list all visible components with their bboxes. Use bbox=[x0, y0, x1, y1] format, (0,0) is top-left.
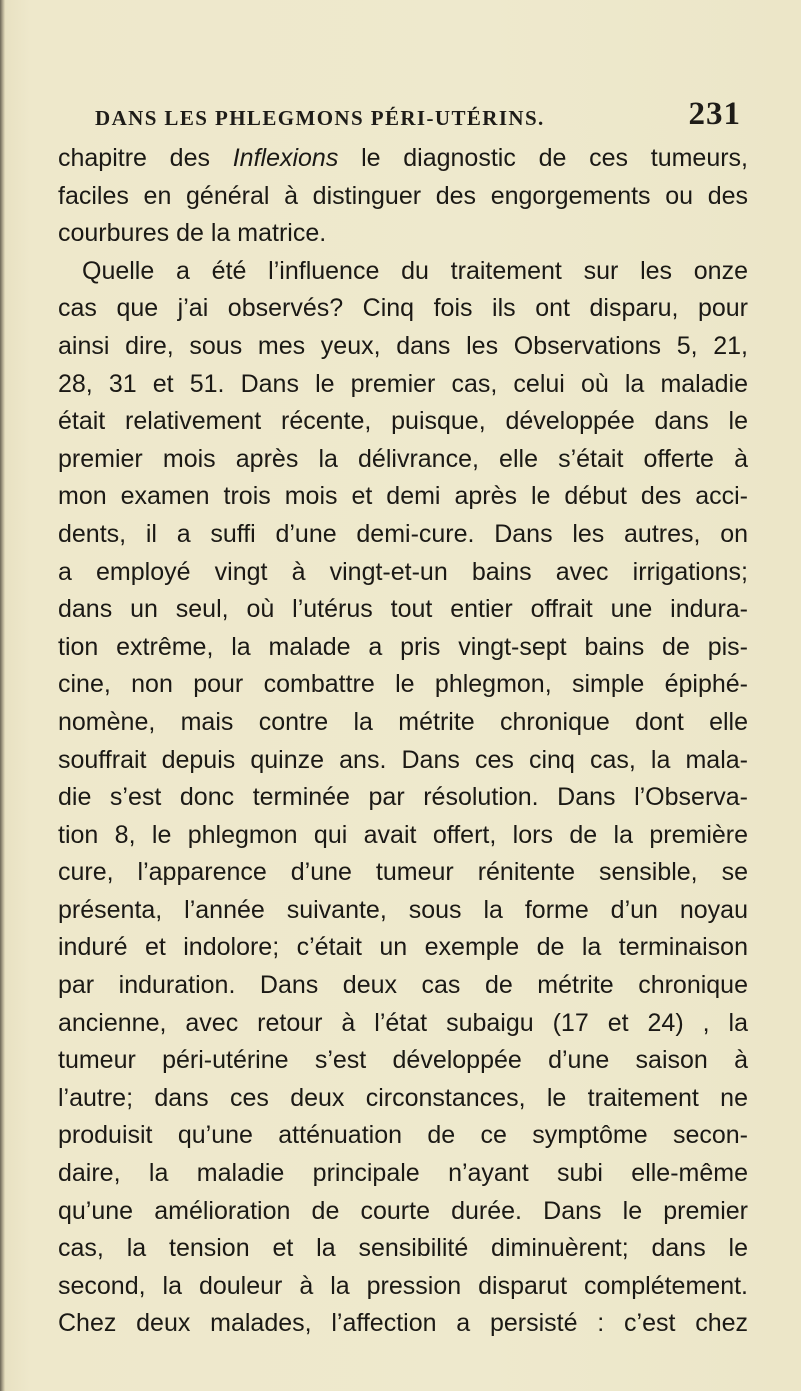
running-header bbox=[95, 96, 741, 146]
text-line: Chez deux malades, l’affection a persisté : c’est chez bbox=[58, 1309, 748, 1338]
running-title: DANS LES PHLEGMONS PÉRI-UTÉRINS. bbox=[95, 106, 545, 130]
text-fragment: le diagnostic de ces tumeurs, bbox=[338, 144, 748, 172]
text-line: dans un seul, où l’utérus tout entier offrait une indura- bbox=[58, 595, 748, 624]
text-line: qu’une amélioration de courte durée. Dans le premier bbox=[58, 1196, 748, 1225]
text-line: était relativement récente, puisque, développée dans le bbox=[58, 407, 748, 436]
text-line: nomène, mais contre la métrite chronique dont elle bbox=[58, 707, 748, 736]
text-line: faciles en général à distinguer des engorgements ou des bbox=[58, 181, 748, 210]
text-line: tion extrême, la malade a pris vingt-sept bains de pis- bbox=[58, 632, 748, 661]
text-line: courbures de la matrice. bbox=[58, 219, 327, 248]
text-line: cure, l’apparence d’une tumeur rénitente sensible, se bbox=[58, 858, 748, 887]
text-line: mon examen trois mois et demi après le début des acci- bbox=[58, 482, 748, 511]
binding-edge bbox=[0, 0, 5, 1391]
page-number: 231 bbox=[688, 96, 741, 132]
text-line: ancienne, avec retour à l’état subaigu (17 et 24) , la bbox=[58, 1008, 748, 1037]
text-line: présenta, l’année suivante, sous la forme d’un noyau bbox=[58, 895, 748, 924]
text-line bbox=[58, 140, 748, 178]
text-line: cas que j’ai observés? Cinq fois ils ont disparu, pour bbox=[58, 294, 748, 323]
text-line: cine, non pour combattre le phlegmon, simple épiphé- bbox=[58, 670, 748, 699]
text-line: premier mois après la délivrance, elle s’était offerte à bbox=[58, 444, 748, 473]
italic-reference: Inflexions bbox=[232, 144, 339, 172]
text-line: tumeur péri-utérine s’est développée d’une saison à bbox=[58, 1046, 748, 1075]
text-line: souffrait depuis quinze ans. Dans ces cinq cas, la mala- bbox=[58, 745, 748, 774]
text-line: tion 8, le phlegmon qui avait offert, lors de la première bbox=[58, 820, 748, 849]
text-line: Quelle a été l’influence du traitement sur les onze bbox=[82, 256, 748, 285]
text-line: die s’est donc terminée par résolution. Dans l’Observa- bbox=[58, 783, 748, 812]
text-line: dents, il a suffi d’une demi-cure. Dans les autres, on bbox=[58, 519, 748, 548]
text-line: second, la douleur à la pression disparut complétement. bbox=[58, 1271, 748, 1300]
text-line: a employé vingt à vingt-et-un bains avec irrigations; bbox=[58, 557, 748, 586]
text-fragment: chapitre des bbox=[58, 144, 233, 172]
text-line: produisit qu’une atténuation de ce symptôme secon- bbox=[58, 1121, 748, 1150]
text-line: daire, la maladie principale n’ayant subi elle-même bbox=[58, 1159, 748, 1188]
text-line: par induration. Dans deux cas de métrite chronique bbox=[58, 971, 748, 1000]
text-line: ainsi dire, sous mes yeux, dans les Observations 5, 21, bbox=[58, 331, 748, 360]
text-line: cas, la tension et la sensibilité diminuèrent; dans le bbox=[58, 1234, 748, 1263]
text-line: l’autre; dans ces deux circonstances, le traitement ne bbox=[58, 1083, 748, 1112]
body-text bbox=[58, 140, 748, 1343]
text-line: 28, 31 et 51. Dans le premier cas, celui où la maladie bbox=[58, 369, 748, 398]
text-line: induré et indolore; c’était un exemple de la terminaison bbox=[58, 933, 748, 962]
